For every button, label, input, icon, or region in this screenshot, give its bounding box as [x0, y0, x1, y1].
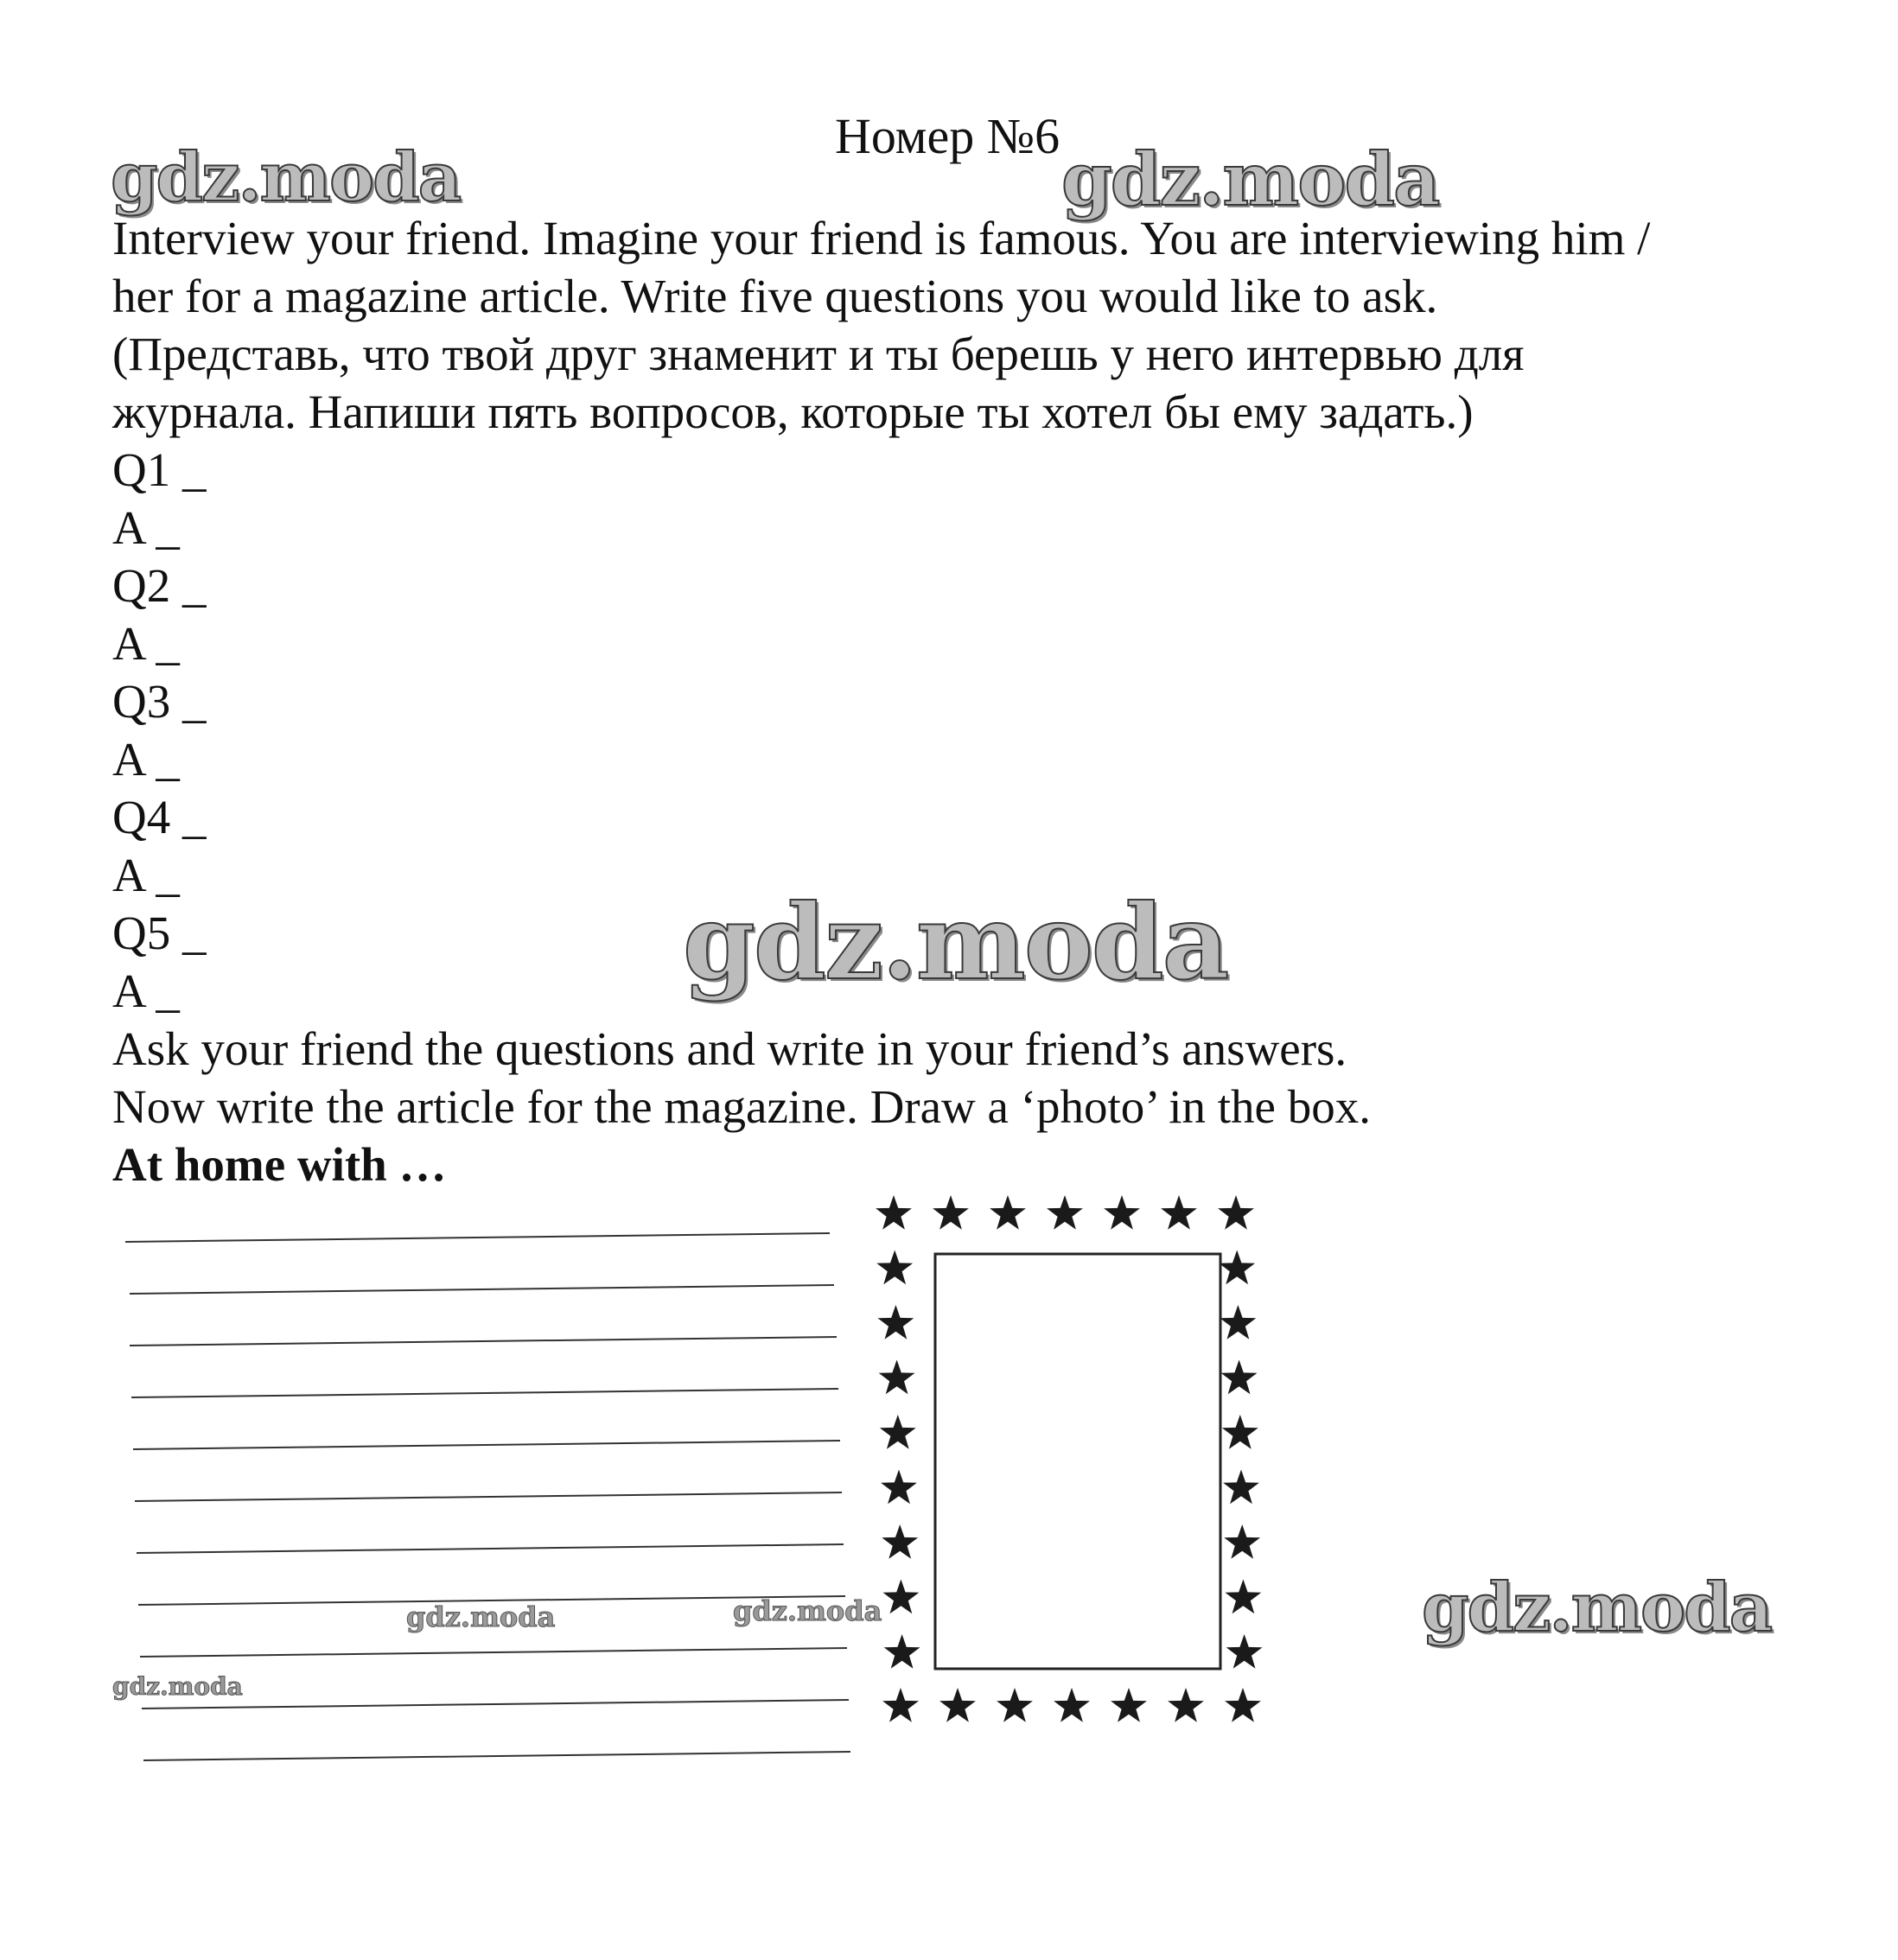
star-icon: [1220, 1305, 1257, 1340]
star-icon: [883, 1580, 920, 1614]
watermark-small-1: gdz.moda: [406, 1600, 556, 1633]
watermark-top-left: gdz.moda: [111, 138, 461, 217]
answer-2: A _: [112, 617, 180, 670]
question-4: Q4 _: [112, 791, 207, 843]
star-icon: [1104, 1195, 1140, 1230]
star-icon: [878, 1305, 914, 1340]
star-icon: [1218, 1195, 1254, 1230]
writing-line[interactable]: [140, 1648, 847, 1657]
question-1: Q1 _: [112, 443, 207, 496]
star-icon: [1226, 1580, 1262, 1614]
star-icon: [990, 1195, 1026, 1230]
star-border: [876, 1195, 1262, 1722]
star-icon: [884, 1634, 920, 1669]
page-title: Номер №6: [835, 108, 1060, 164]
star-icon: [876, 1250, 913, 1285]
star-icon: [1161, 1195, 1197, 1230]
instruction-line: Interview your friend. Imagine your friend is famous. You are interviewing him /: [112, 212, 1651, 264]
star-icon: [997, 1688, 1033, 1722]
star-icon: [1224, 1524, 1260, 1559]
star-icon: [882, 1688, 919, 1722]
star-icon: [879, 1360, 915, 1395]
article-heading: At home with …: [112, 1138, 447, 1191]
star-icon: [876, 1195, 912, 1230]
follow-up-line: Now write the article for the magazine. Draw a ‘photo’ in the box.: [112, 1080, 1371, 1133]
writing-line[interactable]: [142, 1700, 849, 1709]
follow-up-line: Ask your friend the questions and write in your friend’s answers.: [112, 1022, 1347, 1075]
writing-line[interactable]: [131, 1389, 838, 1397]
instruction-line-ru: (Представь, что твой друг знаменит и ты берешь у него интервью для: [112, 328, 1525, 380]
star-icon: [1047, 1195, 1083, 1230]
writing-line[interactable]: [130, 1285, 834, 1294]
question-5: Q5 _: [112, 907, 207, 959]
writing-line[interactable]: [135, 1492, 842, 1501]
watermark-small-3: gdz.moda: [112, 1672, 243, 1701]
watermark-bottom-right: gdz.moda: [1422, 1569, 1772, 1647]
writing-line[interactable]: [137, 1544, 844, 1553]
star-icon: [1168, 1688, 1204, 1722]
watermark-top-center: gdz.moda: [1061, 137, 1439, 222]
watermark-middle: gdz.moda: [683, 881, 1228, 1003]
star-icon: [1226, 1634, 1263, 1669]
writing-line[interactable]: [133, 1441, 840, 1449]
writing-lines[interactable]: [112, 1188, 856, 1793]
writing-line[interactable]: [138, 1596, 845, 1605]
answer-4: A _: [112, 849, 180, 901]
writing-line[interactable]: [143, 1752, 850, 1760]
photo-frame: [864, 1188, 1296, 1741]
photo-box[interactable]: [935, 1254, 1220, 1669]
star-icon: [1223, 1470, 1259, 1505]
instruction-line-ru: журнала. Напиши пять вопросов, которые ты хотел бы ему задать.): [112, 385, 1474, 438]
answer-5: A _: [112, 964, 180, 1017]
star-icon: [880, 1415, 916, 1449]
star-icon: [1219, 1250, 1255, 1285]
star-icon: [882, 1524, 918, 1559]
instruction-line: her for a magazine article. Write five questions you would like to ask.: [112, 270, 1438, 322]
star-icon: [939, 1688, 976, 1722]
star-icon: [933, 1195, 969, 1230]
answer-1: A _: [112, 501, 180, 554]
answer-3: A _: [112, 733, 180, 786]
writing-line[interactable]: [130, 1337, 837, 1346]
writing-line[interactable]: [125, 1233, 830, 1242]
star-icon: [1054, 1688, 1090, 1722]
question-3: Q3 _: [112, 675, 207, 728]
question-2: Q2 _: [112, 559, 207, 612]
star-icon: [1221, 1360, 1258, 1395]
star-icon: [1111, 1688, 1147, 1722]
star-icon: [1225, 1688, 1261, 1722]
watermark-small-2: gdz.moda: [733, 1594, 882, 1627]
star-icon: [1222, 1415, 1258, 1449]
star-icon: [881, 1470, 917, 1505]
